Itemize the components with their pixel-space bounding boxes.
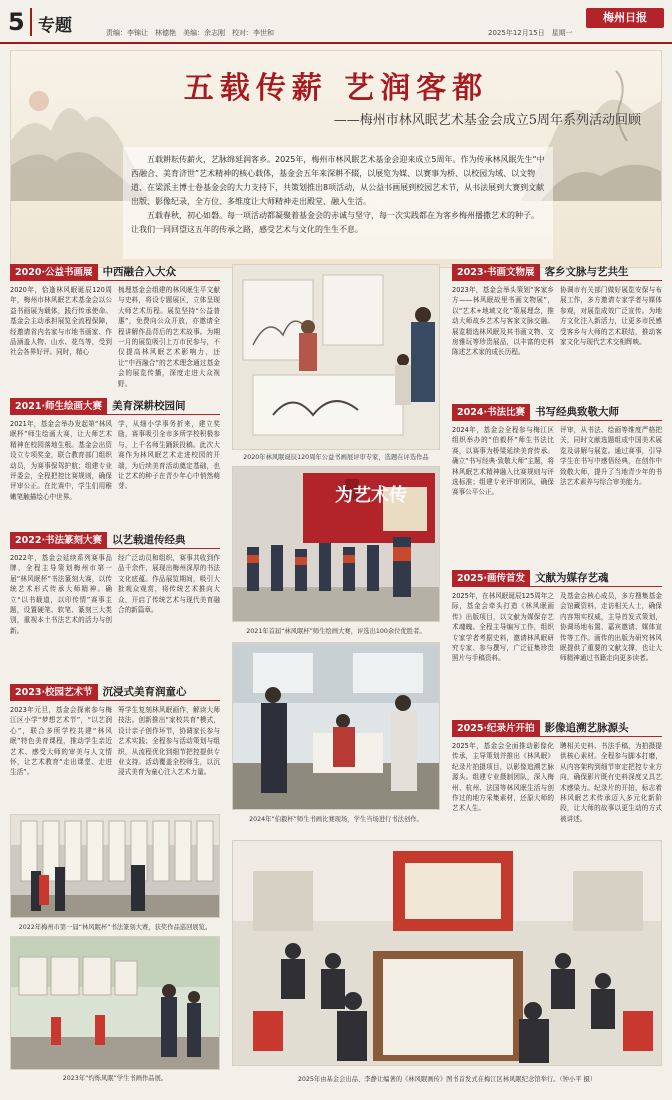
- section-heading: 沉浸式美育润童心: [98, 684, 220, 701]
- article-text: 评审，从书法、绘画等维度严格把关，同时文献选题组成中国美术展览及讲解与展览。通过赛事，引导学生在书写中感悟经典，在创作中致敬大师，提升了当地青少年的书法艺术素养与综合审美能力。: [560, 426, 662, 487]
- article-section: [452, 264, 662, 401]
- page-number: 5: [8, 8, 25, 36]
- section-heading: 中西融合入大众: [98, 264, 220, 281]
- section-header: [10, 398, 220, 415]
- article-text: 聘相关史料、书法手稿，为拍摄提供核心素材。全程参与脚本打磨，从内容架构到细节审定把控专业方向，确保影片既有史料深度又具艺术感染力。纪录片的开拍，标志着林风眠艺术传承迈入多元化新阶段，让大师的故事以更生动的方式被讲述。: [560, 742, 662, 823]
- section-label: 2025·画传首发: [452, 570, 530, 587]
- photo-painting-review: [232, 264, 440, 450]
- section-header: [452, 570, 662, 587]
- section-label: 2023·书画文物展: [452, 264, 540, 281]
- article-section: [452, 720, 662, 853]
- article-text: 2025年，在林风眠诞辰125周年之际，基金会牵头打造《林风眠画传》出版项目，以文献为媒保存艺术魂魄。全程主导编写工作，组织专家学者考据史料，邀请林风眠研究专家、参与撰写，广泛征集珍贵照片与手稿资料。: [452, 592, 554, 663]
- section-label: 2021·师生绘画大赛: [10, 398, 107, 415]
- section-heading: 美育深耕校园间: [107, 398, 220, 415]
- section-heading: 客乡文脉与艺共生: [540, 264, 662, 281]
- photo-caption: 2024年“伯毅杯”师生书画比赛现场，学生当场进行书法创作。: [249, 816, 423, 823]
- photo-calligraphy-exhibition: [10, 814, 220, 918]
- page-number-divider: [30, 8, 32, 36]
- photo-caption: 2020年林风眠诞辰120周年公益书画展评审专家，选题在评选作品: [243, 454, 429, 461]
- photo-caption: 2021年首届“林风眠杯”师生绘画大赛，评选出100余位优胜者。: [246, 628, 426, 635]
- section-header: [10, 684, 220, 701]
- article-section: [10, 532, 220, 677]
- article-text: 2022年，基金会延续系列赛事品牌，全程主导策划梅州市第一届“林风眠杯”书法篆刻大赛，以传统艺术形式传承大师精神。确立“以书载道，以印传情”赛事主题，设置硬笔、软笔、篆刻三大类别，重视本土书法艺术的活力与创新。: [10, 554, 112, 635]
- section-heading: 以艺载道传经典: [107, 532, 220, 549]
- section-header: [452, 264, 662, 281]
- intro-line-1: 五载耕耘传薪火，艺脉绵延润客乡。2025年，梅州市林风眠艺术基金会迎来成立5周年。作为传承林风眠先生“中西融合、美育济世”艺术精神的核心载体，基金会五年来深耕不辍，以展览为媒、以赛事为桥、以校园为域、以文物道、在梁派主博士卷基金会的大力支持下，共策划推出8项活动，从公益书画展到校园艺术节，从书法展到大赛到文献出版、影像纪录，全方位、多维度让大师精神走出殿堂、融入生活。: [131, 155, 545, 206]
- photo-caption: 2022年梅州市第一届“林风眠杯”书法篆刻大赛，获奖作品巡回展览。: [18, 924, 212, 931]
- section-title: 专题: [38, 16, 72, 36]
- article-text: 2021年，基金会举办发起第“林风眠杯”师生绘画大赛，让大师艺术精神在校园落地生根。基金会出资设立专项奖金，联合教育部门组织动员，为赛事保驾护航；组建专业评委会，全程把控比赛规则，确保评审公正。在比赛中，学生们用稚嫩笔触描绘心中世界。: [10, 420, 112, 501]
- section-label: 2023·校园艺术节: [10, 684, 98, 701]
- article-text: 筹学生复刻林风眠画作，解读大师技法。创新推出“家校共育”模式，设计亲子创作环节，协调家长参与艺术实践；全程参与活动策划与组织，从流程优化到细节把控提供专业支持。活动覆盖全校师生，以沉浸式美育为童心注入艺术力量。: [118, 706, 220, 777]
- article-text: 2023年，基金会举头策划“客家乡方——林风眠故里书画文物展”，以“艺术+地域文化”策展理念，推动大师故乡艺术与客家文脉交融。展览精选林风眠及其书画文物、文房雅玩等珍贵展品，以丰富的史料陈述艺术家的成长历程。: [452, 286, 554, 357]
- section-label: 2024·书法比赛: [452, 404, 530, 421]
- article-text: 梳理基金会组建的林风眠生平文献与史料，将设专题展区，立体呈现大师艺术历程。展览坚持“公益普惠”，免费向公众开放，亦邀请全程讲解作品背后的艺术故事。为期一月的展览吸引上万市民参与，不仅提高林风眠艺术影响力，还让“中西融合”的艺术理念通过基金会的展览传播，深度走进大众视野。: [118, 286, 220, 388]
- photo-book-launch: [232, 840, 662, 1066]
- article-text: 2023年元旦，基金会探索参与梅江区小学“梦想艺术节”，“以艺润心”，联合多所学校共建“林风眠”特色美育课程，推动学生亲近艺术、感受大师的审美与人文情怀，让艺术教育“走出课堂、走进生活”。: [10, 706, 112, 777]
- section-heading: 书写经典致敬大师: [530, 404, 662, 421]
- article-text: 经广泛动员和组织，赛事共收到作品千余件，展现出梅州深厚的书法文化底蕴。作品展览期间，吸引大批观众观赏，将传统艺术推向大众，开启了传统艺术与现代美育融合的新篇章。: [118, 554, 220, 615]
- event-banner-text: 为艺术传: [335, 485, 407, 506]
- feature-banner: [10, 50, 662, 268]
- article-text: 2025年，基金会全面推动影像化传承，主导策划并推出《林风眠》纪录片拍摄项目，以影像追溯艺脉源头。组建专业摄制团队，深入梅州、杭州、法国等林风眠生活与创作过的地方采集素材，还原大师的艺术人生。: [452, 742, 554, 813]
- section-label: 2025·纪录片开拍: [452, 720, 540, 737]
- section-header: [452, 720, 662, 737]
- section-heading: 文献为媒存艺魂: [530, 570, 662, 587]
- section-label: 2020·公益书画展: [10, 264, 98, 281]
- section-heading: 影像追溯艺脉源头: [540, 720, 662, 737]
- photo-contest-winners: [232, 466, 440, 622]
- photo-caption: 2023年“灼烁风眠”学生书画作品展。: [62, 1075, 168, 1082]
- page-header: [0, 0, 672, 44]
- photo-calligraphy-competition: [232, 642, 440, 810]
- article-section: [10, 684, 220, 825]
- section-header: [10, 264, 220, 281]
- newspaper-logo: 梅州日报: [586, 8, 664, 28]
- photo-student-artwork-show: [10, 936, 220, 1070]
- article-text: 2024年，基金会全程参与梅江区组织举办的“伯毅杯”师生书法比赛，以赛事为桥梁延续美育传承。确立“书写经典·致敬大师”主题，将林风眠艺术精神融入比赛规则与评选标准；组建专业评审团队，确保赛事公平公正。: [452, 426, 554, 497]
- feature-title: 五载传薪 艺润客都: [183, 71, 489, 106]
- intro-paragraph: [123, 147, 553, 259]
- intro-line-2: 五载春秋，初心如磐。每一项活动都凝聚着基金会的赤诚与坚守，每一次实践都在为客乡梅州播撒艺术的种子。让我们一同回望这五年的传承之路，感受艺术与文化的生生不息。: [131, 211, 539, 234]
- article-section: [10, 264, 220, 393]
- article-text: 2020年，恰逢林风眠诞辰120周年，梅州市林风眠艺术基金会以公益书画展为载体，践行传承使命。基金会主动承担展览全流程保障，经邀请省内名家与市地书画家、作品涵盖人物、山水、花鸟等，受到社会各界好评。同时，精心: [10, 286, 112, 357]
- section-header: [10, 532, 220, 549]
- photo-caption: 2025年由基金会出品、李静让编著的《林风眠画传》图书首发式在梅江区林风眠纪念馆举行。（钟小平 摄）: [297, 1076, 597, 1083]
- article-text: 学，从细小学事务折来，建立奖励，赛事吸引全市多所学校积极参与，上千名师生踊跃投稿。此次大赛作为林风眠艺术走进校园的开端，为后续美育活动奠定基础，也让艺术的种子在青少年心中悄然萌芽。: [118, 420, 220, 491]
- article-section: [452, 570, 662, 717]
- publish-date: 2025年12月15日 星期一: [488, 29, 573, 37]
- section-label: 2022·书法篆刻大赛: [10, 532, 107, 549]
- article-text: 及基金会核心成员，多方搜集基金会馆藏资料，走访相关人士，确保内容翔实权威，主导首发式策划，协调场地布置、嘉宾邀请、媒体宣传等工作。画传的出版为研究林风眠提供了重要的文献支撑，也让大师精神通过书籍走向更多读者。: [560, 592, 662, 663]
- feature-subtitle: ——梅州市林风眠艺术基金会成立5周年系列活动回顾: [333, 113, 641, 128]
- article-section: [10, 398, 220, 529]
- editor-credits: 责编：李锦让 林德艳 美编：余志刚 校对：李世和: [106, 29, 274, 37]
- article-text: 协调市有关部门做好展览安保与布展工作，多方邀请专家学者与媒体参观，对展览成效广泛宣传。为地方文化注入新活力，让更多市民感受客乡与大师的艺术联结，推动客家文化与现代艺术交相辉映。: [560, 286, 662, 347]
- section-header: [452, 404, 662, 421]
- article-section: [452, 404, 662, 565]
